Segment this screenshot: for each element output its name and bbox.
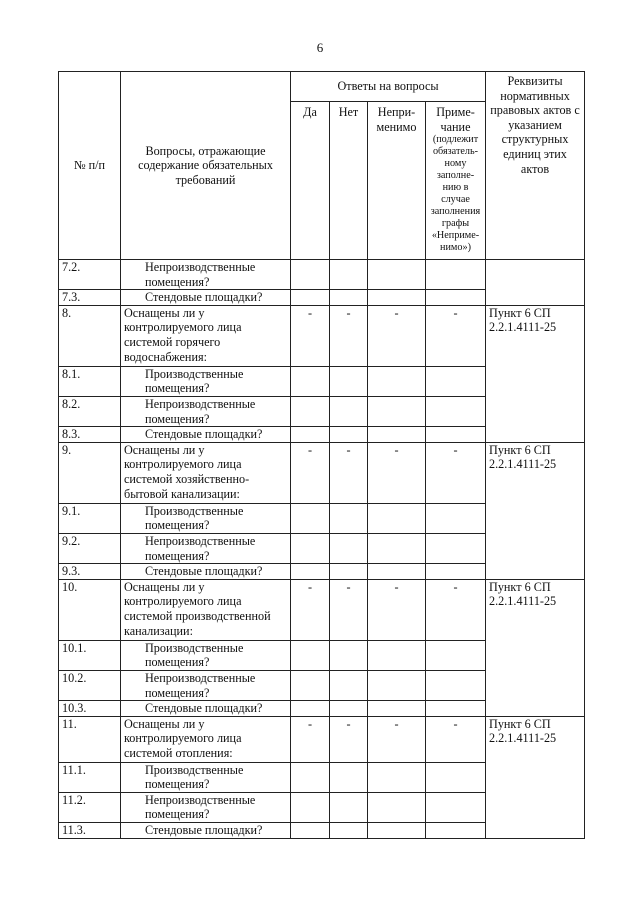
answer-no-cell — [330, 670, 368, 700]
page-number: 6 — [316, 40, 324, 55]
answer-not-applicable-cell: - — [368, 579, 426, 640]
answer-yes-cell — [291, 290, 330, 306]
answer-note-cell — [426, 670, 486, 700]
answer-no-cell — [330, 533, 368, 563]
answer-note-cell: - — [426, 579, 486, 640]
row-number: 9.3. — [59, 564, 121, 580]
answer-not-applicable-cell — [368, 366, 426, 396]
answer-not-applicable-cell — [368, 762, 426, 792]
row-question: Производственные помещения? — [121, 640, 291, 670]
requisites-cell: Пункт 6 СП 2.2.1.4111-25 — [486, 716, 585, 838]
answer-note-cell — [426, 260, 486, 290]
answer-not-applicable-cell — [368, 290, 426, 306]
answer-no-cell: - — [330, 579, 368, 640]
answer-yes-cell — [291, 564, 330, 580]
row-question: Оснащены ли у контролируемого лица системой горячего водоснабжения: — [121, 305, 291, 366]
row-question: Оснащены ли у контролируемого лица системой отопления: — [121, 716, 291, 762]
row-question: Стендовые площадки? — [121, 823, 291, 839]
answer-yes-cell: - — [291, 579, 330, 640]
answer-note-cell — [426, 640, 486, 670]
answer-note-cell: - — [426, 716, 486, 762]
answer-no-cell — [330, 427, 368, 443]
header-note — [426, 102, 486, 260]
answer-no-cell — [330, 701, 368, 717]
row-question: Оснащены ли у контролируемого лица системой хозяйственно-бытовой канализации: — [121, 442, 291, 503]
answer-not-applicable-cell — [368, 533, 426, 563]
row-number: 7.3. — [59, 290, 121, 306]
row-number: 10.1. — [59, 640, 121, 670]
table-row — [59, 579, 585, 640]
row-number: 11.1. — [59, 762, 121, 792]
answer-yes-cell — [291, 640, 330, 670]
row-number: 8.3. — [59, 427, 121, 443]
table-body — [59, 260, 585, 839]
row-number: 9.1. — [59, 503, 121, 533]
row-question: Оснащены ли у контролируемого лица системой производственной канализации: — [121, 579, 291, 640]
row-number: 8. — [59, 305, 121, 366]
answer-yes-cell — [291, 366, 330, 396]
answer-yes-cell — [291, 396, 330, 426]
row-question: Непроизводственные помещения? — [121, 533, 291, 563]
answer-not-applicable-cell — [368, 640, 426, 670]
row-question: Производственные помещения? — [121, 762, 291, 792]
answer-yes-cell — [291, 823, 330, 839]
requisites-cell: Пункт 6 СП 2.2.1.4111-25 — [486, 442, 585, 579]
answer-yes-cell — [291, 792, 330, 822]
answer-not-applicable-cell — [368, 396, 426, 426]
answer-not-applicable-cell — [368, 564, 426, 580]
answer-no-cell: - — [330, 305, 368, 366]
row-number: 9.2. — [59, 533, 121, 563]
row-question: Производственные помещения? — [121, 366, 291, 396]
answer-note-cell — [426, 701, 486, 717]
answer-yes-cell — [291, 427, 330, 443]
row-question: Стендовые площадки? — [121, 290, 291, 306]
row-number: 8.2. — [59, 396, 121, 426]
answer-no-cell — [330, 396, 368, 426]
answer-no-cell — [330, 564, 368, 580]
answer-yes-cell — [291, 670, 330, 700]
requisites-cell: Пункт 6 СП 2.2.1.4111-25 — [486, 305, 585, 442]
answer-not-applicable-cell — [368, 427, 426, 443]
row-number: 10.3. — [59, 701, 121, 717]
answer-note-cell — [426, 792, 486, 822]
answer-note-cell: - — [426, 305, 486, 366]
row-number: 11.2. — [59, 792, 121, 822]
header-note-title: Приме-чание — [436, 105, 475, 134]
header-answers: Ответы на вопросы — [291, 72, 486, 102]
answer-yes-cell — [291, 503, 330, 533]
answer-note-cell: - — [426, 442, 486, 503]
header-no: Нет — [330, 102, 368, 260]
answer-yes-cell: - — [291, 305, 330, 366]
answer-note-cell — [426, 762, 486, 792]
row-number: 7.2. — [59, 260, 121, 290]
answer-note-cell — [426, 533, 486, 563]
row-number: 10.2. — [59, 670, 121, 700]
answer-note-cell — [426, 503, 486, 533]
answer-yes-cell — [291, 533, 330, 563]
answer-yes-cell: - — [291, 442, 330, 503]
header-requisites: Реквизиты нормативных правовых актов с указанием структурных единиц этих актов — [486, 72, 585, 260]
answer-note-cell — [426, 366, 486, 396]
answer-no-cell — [330, 366, 368, 396]
answer-no-cell — [330, 640, 368, 670]
answer-not-applicable-cell: - — [368, 442, 426, 503]
row-question: Непроизводственные помещения? — [121, 792, 291, 822]
answer-no-cell: - — [330, 716, 368, 762]
answer-yes-cell: - — [291, 716, 330, 762]
answer-not-applicable-cell — [368, 823, 426, 839]
answer-no-cell — [330, 260, 368, 290]
requisites-cell: Пункт 6 СП 2.2.1.4111-25 — [486, 579, 585, 716]
row-question: Непроизводственные помещения? — [121, 260, 291, 290]
header-not-applicable: Непри-менимо — [368, 102, 426, 260]
row-number: 11. — [59, 716, 121, 762]
answer-not-applicable-cell — [368, 670, 426, 700]
answer-not-applicable-cell — [368, 701, 426, 717]
header-question: Вопросы, отражающие содержание обязательных требований — [121, 72, 291, 260]
table-row — [59, 442, 585, 503]
answer-note-cell — [426, 823, 486, 839]
answer-no-cell — [330, 290, 368, 306]
row-question: Стендовые площадки? — [121, 564, 291, 580]
checklist-table — [58, 71, 585, 839]
table-row — [59, 260, 585, 290]
requisites-cell — [486, 260, 585, 306]
answer-note-cell — [426, 396, 486, 426]
answer-yes-cell — [291, 260, 330, 290]
row-number: 11.3. — [59, 823, 121, 839]
row-number: 8.1. — [59, 366, 121, 396]
answer-no-cell — [330, 823, 368, 839]
answer-note-cell — [426, 564, 486, 580]
header-yes: Да — [291, 102, 330, 260]
answer-not-applicable-cell: - — [368, 305, 426, 366]
answer-note-cell — [426, 427, 486, 443]
answer-not-applicable-cell: - — [368, 716, 426, 762]
row-question: Непроизводственные помещения? — [121, 670, 291, 700]
answer-not-applicable-cell — [368, 260, 426, 290]
row-question: Стендовые площадки? — [121, 427, 291, 443]
header-number: № п/п — [59, 72, 121, 260]
answer-not-applicable-cell — [368, 792, 426, 822]
table-row — [59, 716, 585, 762]
row-number: 10. — [59, 579, 121, 640]
table-row — [59, 305, 585, 366]
answer-no-cell — [330, 503, 368, 533]
row-question: Стендовые площадки? — [121, 701, 291, 717]
row-question: Производственные помещения? — [121, 503, 291, 533]
answer-not-applicable-cell — [368, 503, 426, 533]
answer-note-cell — [426, 290, 486, 306]
answer-yes-cell — [291, 701, 330, 717]
row-question: Непроизводственные помещения? — [121, 396, 291, 426]
row-number: 9. — [59, 442, 121, 503]
answer-yes-cell — [291, 762, 330, 792]
answer-no-cell: - — [330, 442, 368, 503]
table-header — [59, 72, 585, 260]
header-note-detail: (подлежит обязатель-ному заполне-нию в случае заполнения графы «Неприме-нимо») — [430, 134, 481, 254]
answer-no-cell — [330, 792, 368, 822]
answer-no-cell — [330, 762, 368, 792]
